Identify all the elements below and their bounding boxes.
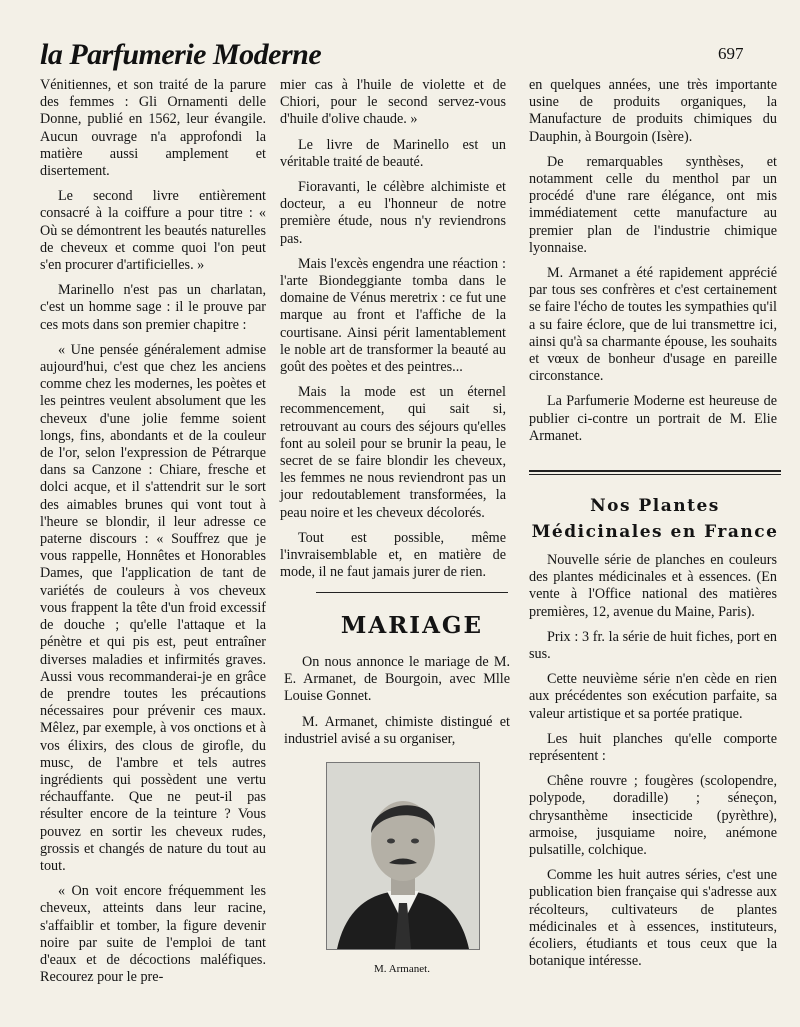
paragraph: en quelques années, une très importante usine de produits organiques, la Manufacture de produits chimiques du Dauphin, à Bourgoin (Isère). (529, 77, 777, 145)
paragraph: Mais la mode est un éternel recommencement, qui sait si, retrouvant au cours des séjours qu'elles font au soleil pour se brunir la peau, le secret de se faire blondir les cheveux, les femmes ne nous reviendront pas un jour redoutablement transformées, la peau noire et les cheveux décolorés. (280, 384, 506, 521)
paragraph: Fioravanti, le célèbre alchimiste et docteur, a eu l'honneur de notre première étude, nous n'y reviendrons pas. (280, 179, 506, 247)
section-rule (316, 592, 508, 593)
paragraph: Le second livre entièrement consacré à la coiffure a pour titre : « Où se démontrent les beautés naturelles de cheveux et comme quoi l'on peut s'en procurer d'artificielles. » (40, 188, 266, 274)
paragraph: M. Armanet a été rapidement apprécié par tous ses confrères et c'est certainement se faire l'écho de toutes les sympathies qu'il a su faire éclore, que de lui transmettre ici, ainsi qu'à sa charmante épouse, les souhaits et vœux de bonheur d'usage en pareille circonstance. (529, 265, 777, 385)
section-title-line: Nos Plantes (590, 496, 720, 516)
paragraph: Marinello n'est pas un charlatan, c'est un homme sage : il le prouve par ces mots dans son premier chapitre : (40, 282, 266, 333)
paragraph: « Une pensée généralement admise aujourd'hui, c'est que chez les anciens comme chez les modernes, les poètes et les peintres veulent absolument que les cheveux d'une jolie femme soient longs, fins, abondants et de la couleur de l'or, selon l'expression de Pétrarque dans sa Canzone : Chiare, fresche et dolci acque, et il s'attendrit sur le sort des aimables brunes qui vont tout à l'heure se blondir, il leur adresse ce paterne discours : « Souffrez que je vous rappelle, Honnêtes et Honorables Dames, que l'application de tant de variétés de couleurs à vos cheveux vous frappent la tête d'un froid excessif de douche ; qu'elle l'attaque et la pénètre et qui pis est, peut entraîner diverses maladies et infirmités graves. Aussi vous recommanderai-je en grâce de prendre toutes les précautions nécessaires pour prévenir ces maux. Mêlez, par exemple, à vos onctions et à vos élixirs, des clous de girofle, du musc, de l'ambre et tels autres ingrédients qui possèdent une vertu réchauffante. Que ne peut-il pas résulter encore de la teinture ? Vous pouvez en sortir les cheveux rudes, grossis et changés de nature du tout au tout. (40, 341, 266, 874)
paragraph: Les huit planches qu'elle comporte représentent : (529, 730, 777, 765)
section-title-mariage: MARIAGE (340, 612, 484, 639)
paragraph: Le livre de Marinello est un véritable traité de beauté. (280, 136, 506, 170)
section-title-line: Médicinales en France (531, 522, 779, 542)
mariage-body (284, 654, 510, 756)
paragraph: mier cas à l'huile de violette et de Chiori, pour le second servez-vous d'huile d'olive chaude. » (280, 77, 506, 128)
section-title-plantes (529, 493, 781, 545)
masthead: la Parfumerie Moderne (40, 38, 322, 71)
paragraph: Nouvelle série de planches en couleurs des plantes médicinales et à essences. (En vente à l'Office national des matières premières, 12, avenue du Maine, Paris). (529, 552, 777, 620)
column-2 (280, 77, 506, 589)
plantes-body (529, 552, 777, 978)
paragraph: M. Armanet, chimiste distingué et industriel avisé a su organiser, (284, 713, 510, 747)
portrait-photo (326, 762, 480, 950)
section-rule (529, 470, 781, 472)
paragraph: Chêne rouvre ; fougères (scolopendre, polypode, doradille) ; séneçon, chrysanthème insecticide (pyrèthre), armoise, jusquiame noire, anémone pulsatille, colchique. (529, 773, 777, 859)
paragraph: « On voit encore fréquemment les cheveux, atteints dans leur racine, s'affaiblir et tomber, la figure devenir noire par suite de l'emploi de tant d'eaux et de décoctions maléfiques. Recourez pour le pre- (40, 883, 266, 986)
page-number: 697 (718, 44, 744, 63)
paragraph: Tout est possible, même l'invraisemblable et, en matière de mode, il ne faut jamais jurer de rien. (280, 529, 506, 581)
paragraph: La Parfumerie Moderne est heureuse de publier ci-contre un portrait de M. Elie Armanet. (529, 393, 777, 444)
paragraph: Prix : 3 fr. la série de huit fiches, port en sus. (529, 628, 777, 663)
paragraph: Vénitiennes, et son traité de la parure des femmes : Gli Ornamenti delle Donne, publié en 1562, leur évangile. Aucun ouvrage n'a approfondi la matière aussi amplement et disertement. (40, 77, 266, 180)
column-1 (40, 77, 266, 994)
column-3 (529, 77, 777, 453)
paragraph: Mais l'excès engendra une réaction : l'arte Biondeggiante tomba dans le domaine de Vénus meretrix : ce fut une marque au front et l'affiche de la courtisane. Ainsi périt lamentablement le noble art de transformer la beauté au goût des poètes et des peintres... (280, 255, 506, 376)
paragraph: On nous annonce le mariage de M. E. Armanet, de Bourgoin, avec Mlle Louise Gonnet. (284, 654, 510, 705)
paragraph: Comme les huit autres séries, c'est une publication bien française qui s'adresse aux récolteurs, cultivateurs de plantes médicinales et à essences, instituteurs, écoliers, étudiants et tous ceux que la botanique intéresse. (529, 867, 777, 970)
photo-caption: M. Armanet. (374, 963, 430, 975)
paragraph: De remarquables synthèses, et notamment celle du menthol par un procédé d'une rare élégance, ont mis immédiatement cette manufacture au premier plan de l'industrie chimique lyonnaise. (529, 153, 777, 256)
paragraph: Cette neuvième série n'en cède en rien aux précédentes son exécution parfaite, sa valeur artistique et sa portée pratique. (529, 671, 777, 722)
section-rule (529, 474, 781, 475)
